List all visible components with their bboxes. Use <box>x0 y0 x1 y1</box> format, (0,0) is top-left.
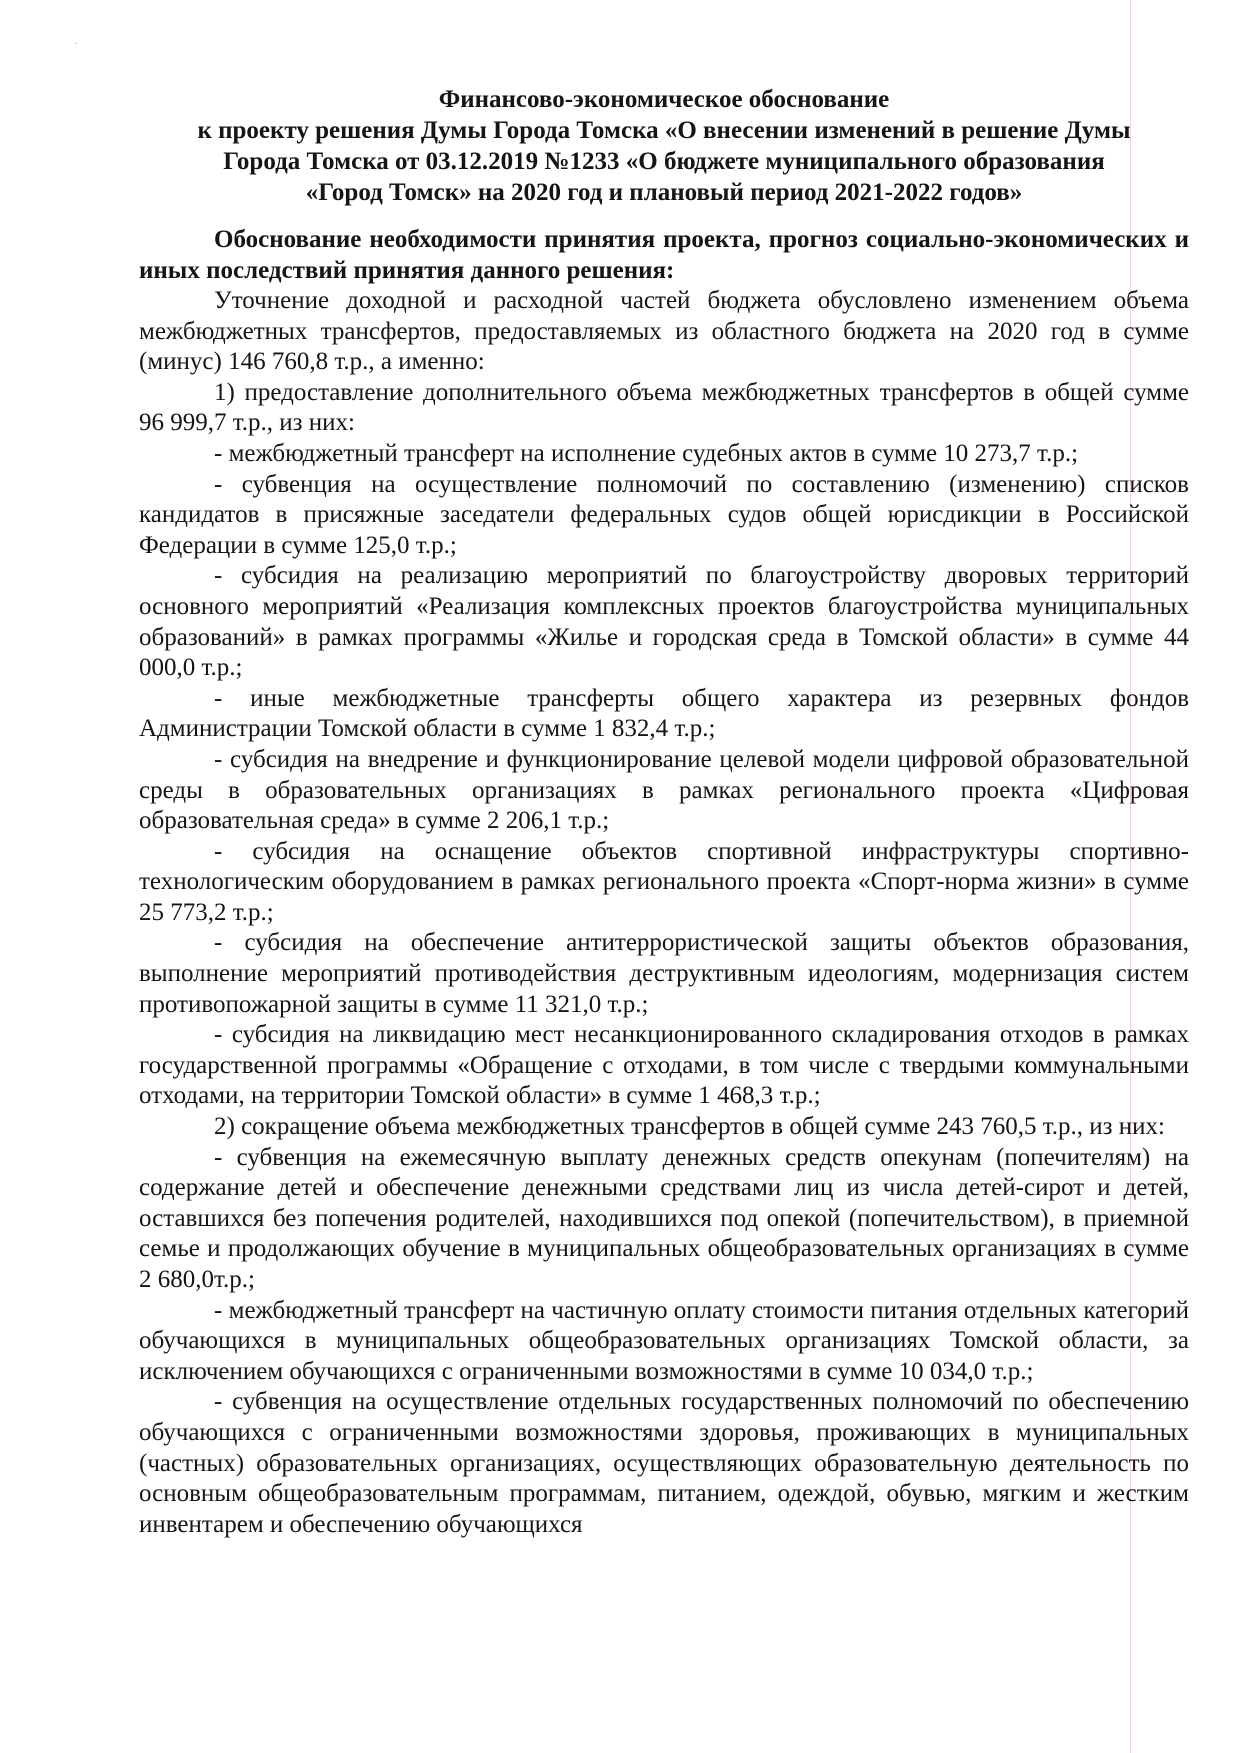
document-title <box>139 84 1189 208</box>
document-content <box>139 84 1189 1540</box>
paragraph-jury-lists: - субвенция на осуществление полномочий по составлению (изменению) списков кандидатов в присяжные заседатели федеральных судов общей юрисдикции в Российской Федерации в сумме 125,0 т.р.; <box>139 470 1189 559</box>
paragraph-court-acts: - межбюджетный трансферт на исполнение судебных актов в сумме 10 273,7 т.р.; <box>214 439 1079 467</box>
paragraph-yard-improvement: - субсидия на реализацию мероприятий по благоустройству дворовых территорий основного мероприятий «Реализация комплексных проектов благоустройства муниципальных образований» в рамках программы «Жилье и городская среда в Томской области» в сумме 44 000,0 т.р.; <box>139 562 1189 682</box>
paragraph-item-2: 2) сокращение объема межбюджетных трансфертов в общей сумме 243 760,5 т.р., из них: <box>214 1113 1165 1141</box>
paragraph-item-1: 1) предоставление дополнительного объема межбюджетных трансфертов в общей сумме 96 999,7 т.р., из них: <box>139 378 1189 437</box>
paragraph-sports-infrastructure: - субсидия на оснащение объектов спортивной инфраструктуры спортивно-технологическим оборудованием в рамках регионального проекта «Спорт-норма жизни» в сумме 25 773,2 т.р.; <box>139 837 1189 926</box>
section-heading: Обоснование необходимости принятия проекта, прогноз социально-экономических и иных последствий принятия данного решения: <box>139 226 1189 284</box>
scan-artifact-mark: · <box>74 39 78 50</box>
title-line-2: к проекту решения Думы Города Томска «О внесении изменений в решение Думы <box>197 117 1131 144</box>
paragraph-intro: Уточнение доходной и расходной частей бюджета обусловлено изменением объема межбюджетных трансфертов, предоставляемых из областного бюджета на 2020 год в сумме (минус) 146 760,8 т.р., а именно: <box>139 287 1189 376</box>
paragraph-school-meals: - межбюджетный трансферт на частичную оплату стоимости питания отдельных категорий обучающихся в муниципальных общеобразовательных организациях Томской области, за исключением обучающихся с ограниченными возможностями в сумме 10 034,0 т.р.; <box>139 1296 1189 1385</box>
paragraph-special-needs-support: - субвенция на осуществление отдельных государственных полномочий по обеспечению обучающихся с ограниченными возможностями здоровья, проживающих в муниципальных (частных) образовательных организациях, осуществляющих образовательную деятельность по основным общеобразовательным программам, питанием, одеждой, обувью, мягким и жестким инвентарем и обеспечению обучающихся <box>139 1388 1189 1538</box>
paragraph-guardian-payments: - субвенция на ежемесячную выплату денежных средств опекунам (попечителям) на содержание детей и обеспечение денежными средствами лиц из числа детей-сирот и детей, оставшихся без попечения родителей, находившихся под опекой (попечительством), в приемной семье и продолжающих обучение в муниципальных общеобразовательных организациях в сумме 2 680,0т.р.; <box>139 1143 1189 1293</box>
title-line-3: Города Томска от 03.12.2019 №1233 «О бюджете муниципального образования <box>223 148 1105 175</box>
paragraph-waste-sites: - субсидия на ликвидацию мест несанкционированного складирования отходов в рамках государственной программы «Обращение с отходами, в том числе с твердыми коммунальными отходами, на территории Томской области» в сумме 1 468,3 т.р.; <box>139 1021 1189 1110</box>
paragraph-reserve-funds: - иные межбюджетные трансферты общего характера из резервных фондов Администрации Томской области в сумме 1 832,4 т.р.; <box>139 684 1189 743</box>
paragraph-digital-education: - субсидия на внедрение и функционирование целевой модели цифровой образовательной среды в образовательных организациях в рамках регионального проекта «Цифровая образовательная среда» в сумме 2 206,1 т.р.; <box>139 745 1189 835</box>
paragraph-antiterror-protection: - субсидия на обеспечение антитеррористической защиты объектов образования, выполнение мероприятий противодействия деструктивным идеологиям, модернизация систем противопожарной защиты в сумме 11 321,0 т.р.; <box>139 929 1189 1018</box>
title-line-1: Финансово-экономическое обоснование <box>438 86 890 113</box>
title-line-4: «Город Томск» на 2020 год и плановый период 2021-2022 годов» <box>305 179 1023 206</box>
